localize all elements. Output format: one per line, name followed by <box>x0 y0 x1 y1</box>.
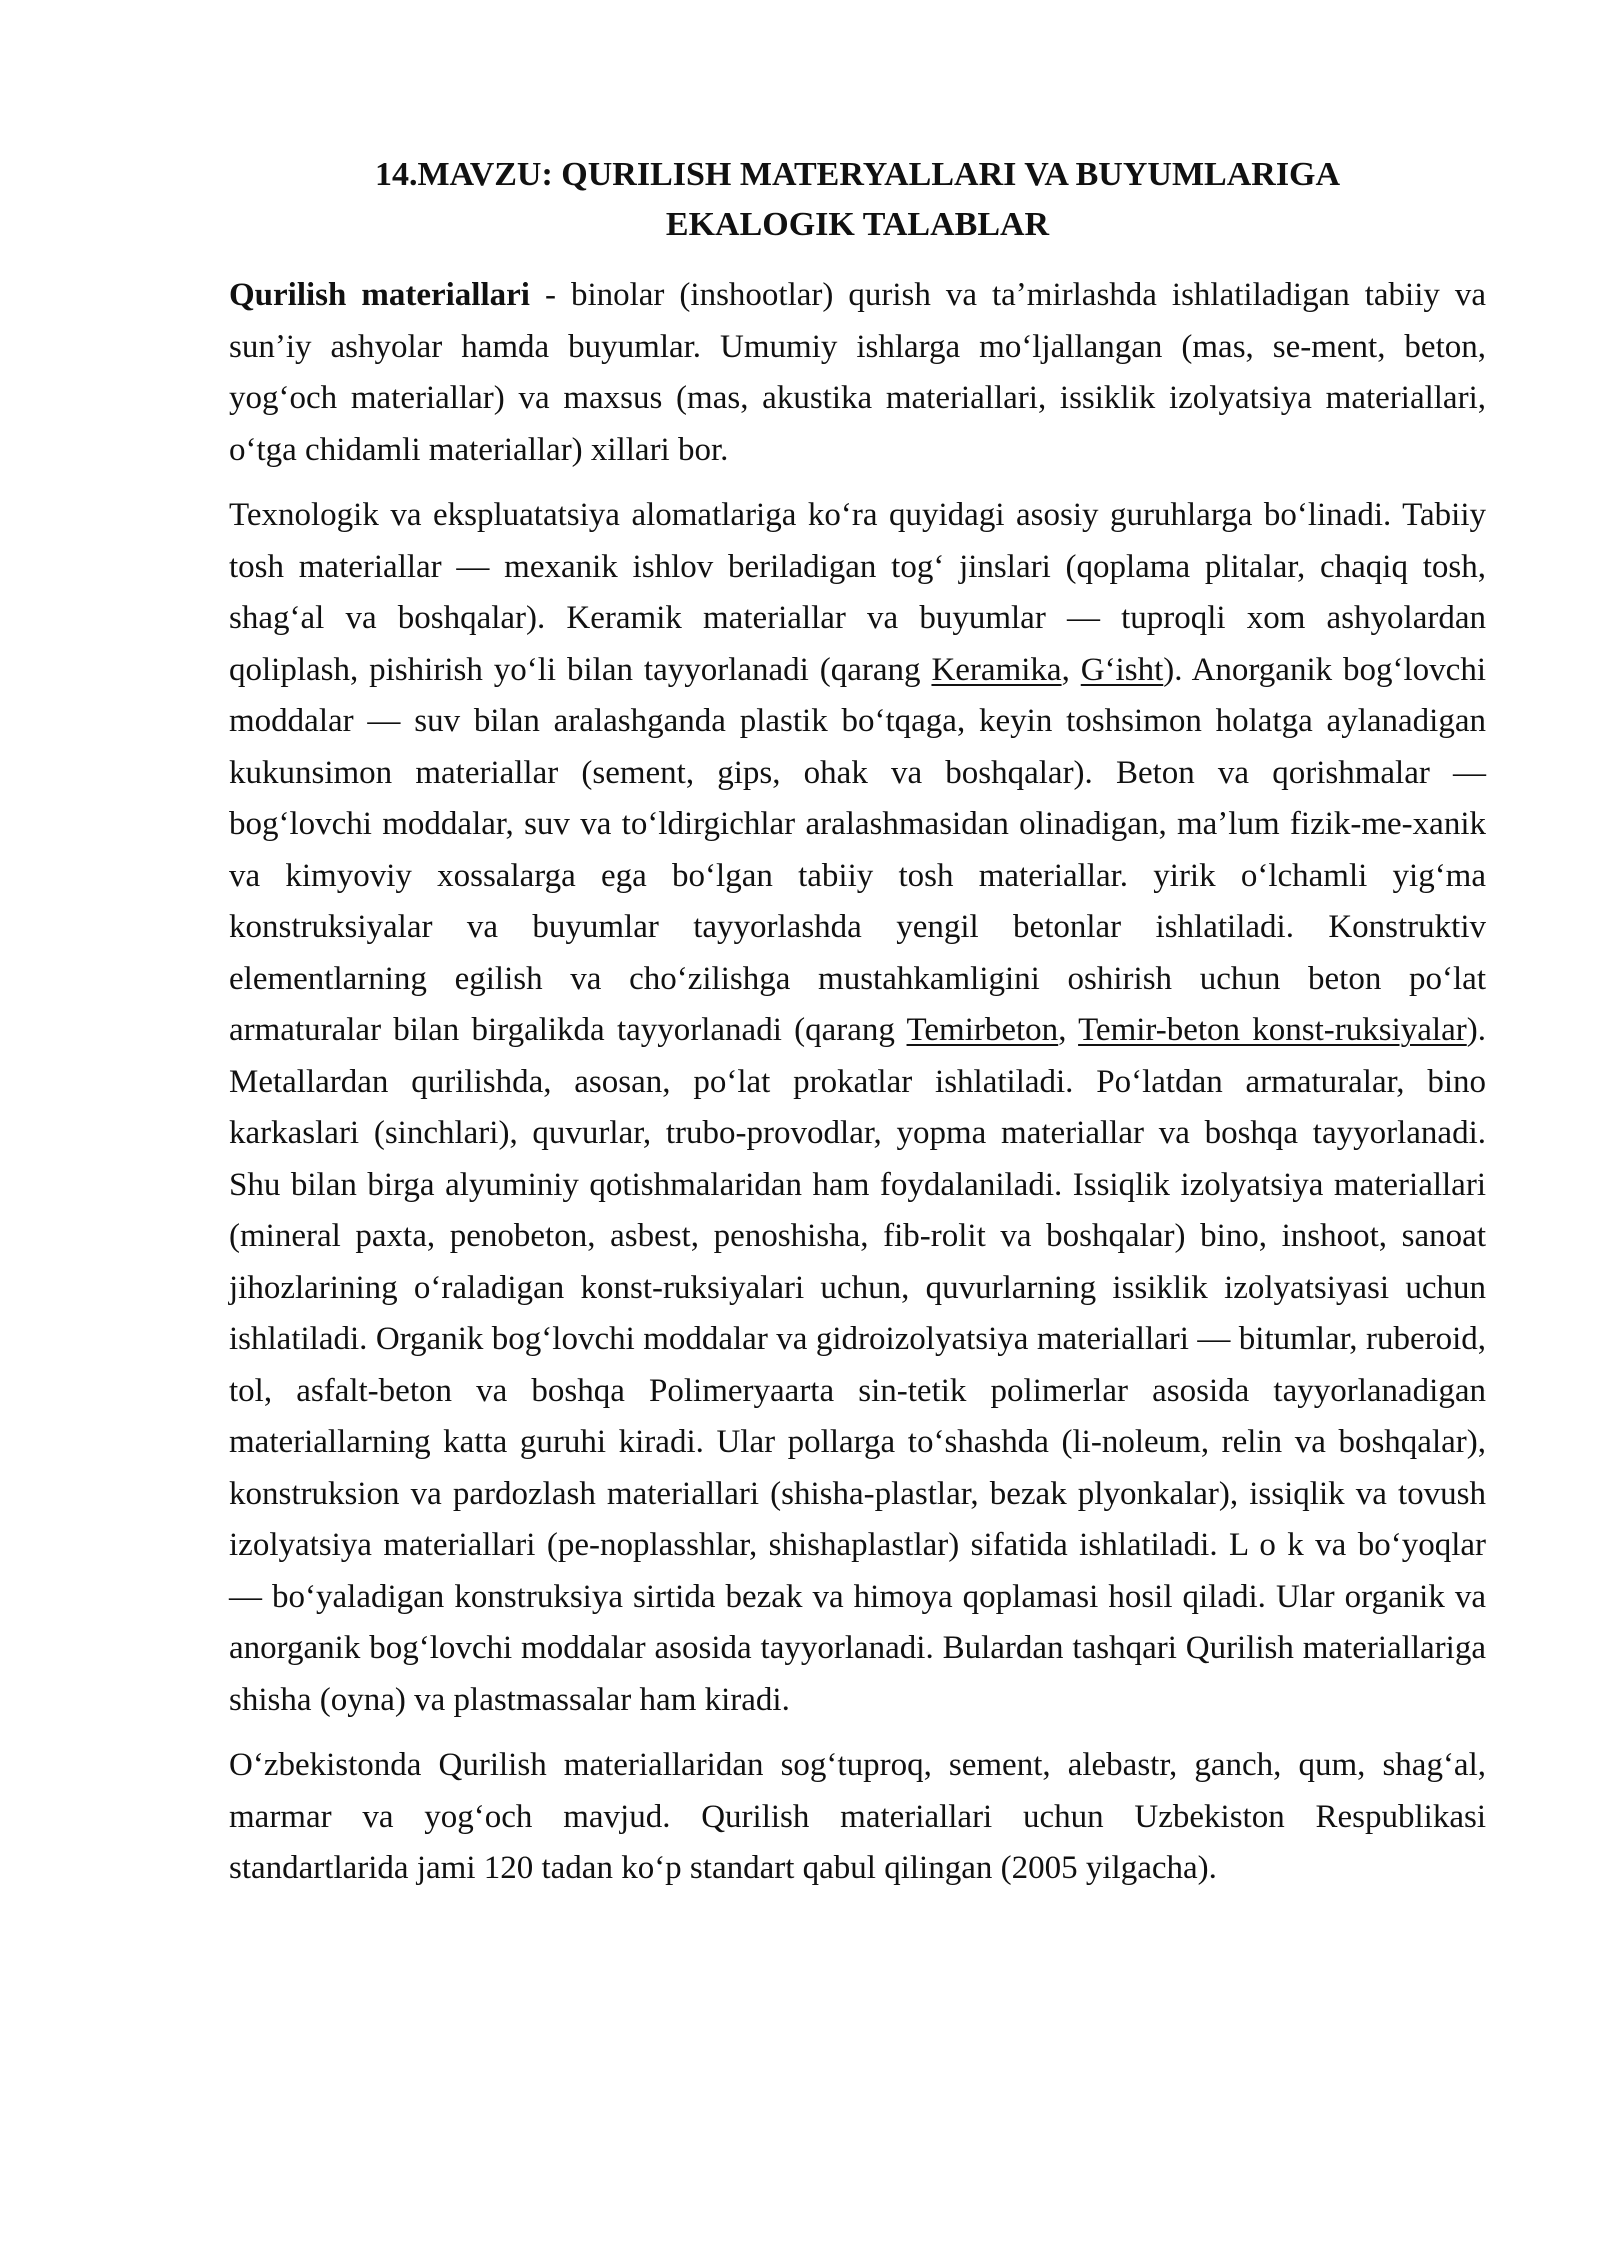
link-temir-beton-konstruksiyalar[interactable]: Temir-beton konst-ruksiyalar <box>1078 1012 1467 1048</box>
document-page <box>229 150 1486 1909</box>
classification-text-5: ). Metallardan qurilishda, asosan, poʻlat prokatlar ishlatiladi. Poʻlatdan armaturalar, bino karkaslari (sinchlari), quvurlar, trubo-provodlar, yopma materiallar va boshqa tayyorlanadi. Shu bilan birga alyuminiy qotishmalaridan ham foydalaniladi. Issiqlik izolyatsiya materiallari (mineral paxta, penobeton, asbest, penoshisha, fib-rolit va boshqalar) bino, inshoot, sanoat jihozlarining oʻraladigan konst-ruksiyalari uchun, quvurlarning issiklik izolyatsiyasi uchun ishlatiladi. Organik bogʻlovchi moddalar va gidroizolyatsiya materiallari — bitumlar, ruberoid, tol, asfalt-beton va boshqa Polimeryaarta sin-tetik polimerlar asosida tayyorlanadigan materiallarning katta guruhi kiradi. Ular pollarga toʻshashda (li-noleum, relin va boshqalar), konstruksion va pardozlash materiallari (shisha-plastlar, bezak plyonkalar), issiqlik va tovush izolyatsiya materiallari (pe-noplasshlar, shishaplastlar) sifatida ishlatiladi. L o k va boʻyoqlar — boʻyaladigan konstruksiya sirtida bezak va himoya qoplamasi hosil qiladi. Ular organik va anorganik bogʻlovchi moddalar asosida tayyorlanadi. Bulardan tashqari Qurilish materiallariga shisha (oyna) va plastmassalar ham kiradi. <box>229 1012 1486 1718</box>
document-title <box>229 150 1486 250</box>
term-bold: Qurilish materiallari <box>229 277 530 313</box>
paragraph-classification <box>229 490 1486 1726</box>
paragraph-uzbekistan <box>229 1740 1486 1895</box>
link-keramika[interactable]: Keramika <box>931 651 1062 688</box>
classification-text-2: , <box>1061 651 1081 688</box>
link-gisht[interactable]: Gʻisht <box>1080 651 1164 688</box>
uzbekistan-text: Oʻzbekistonda Qurilish materiallaridan sogʻtuproq, sement, alebastr, ganch, qum, shagʻal, marmar va yogʻoch mavjud. Qurilish materiallari uchun Uzbekiston Respublikasi standartlarida jami 120 tadan koʻp standart qabul qilingan (2005 yilgacha). <box>229 1747 1486 1886</box>
definition-text: - binolar (inshootlar) qurish va taʼmirlashda ishlatiladigan tabiiy va sunʼiy ashyolar hamda buyumlar. Umumiy ishlarga moʻljallangan (mas, se-ment, beton, yogʻoch materiallar) va maxsus (mas, akustika materiallari, issiklik izolyatsiya materiallari, oʻtga chidamli materiallar) xillari bor. <box>229 277 1486 468</box>
classification-text-3: ). Anorganik bogʻlovchi moddalar — suv bilan aralashganda plastik boʻtqaga, keyin toshsimon holatga aylanadigan kukunsimon materiallar (sement, gips, ohak va boshqalar). Beton va qorishmalar — bogʻlovchi moddalar, suv va toʻldirgichlar aralashmasidan olinadigan, maʼlum fizik-me-xanik va kimyoviy xossalarga ega boʻlgan tabiiy tosh materiallar. yirik oʻlchamli yigʻma konstruksiyalar va buyumlar tayyorlashda yengil betonlar ishlatiladi. Konstruktiv elementlarning egilish va choʻzilishga mustahkamligini oshirish uchun beton poʻlat armaturalar bilan birgalikda tayyorlanadi (qarang <box>229 651 1486 1048</box>
link-temirbeton[interactable]: Temirbeton <box>906 1012 1059 1048</box>
paragraph-definition <box>229 270 1486 476</box>
title-line-1: 14.MAVZU: QURILISH MATERYALLARI VA BUYUMLARIGA <box>374 156 1341 193</box>
classification-text-1: Texnologik va ekspluatatsiya alomatlariga koʻra quyidagi asosiy guruhlarga boʻlinadi. Tabiiy tosh materiallar — mexanik ishlov beriladigan togʻ jinslari (qoplama plitalar, chaqiq tosh, shagʻal va boshqalar). Keramik materiallar va buyumlar — tuproqli xom ashyolardan qoliplash, pishirish yoʻli bilan tayyorlanadi (qarang <box>229 497 1486 688</box>
classification-text-4: , <box>1058 1012 1079 1048</box>
title-line-2: EKALOGIK TALABLAR <box>665 206 1050 243</box>
